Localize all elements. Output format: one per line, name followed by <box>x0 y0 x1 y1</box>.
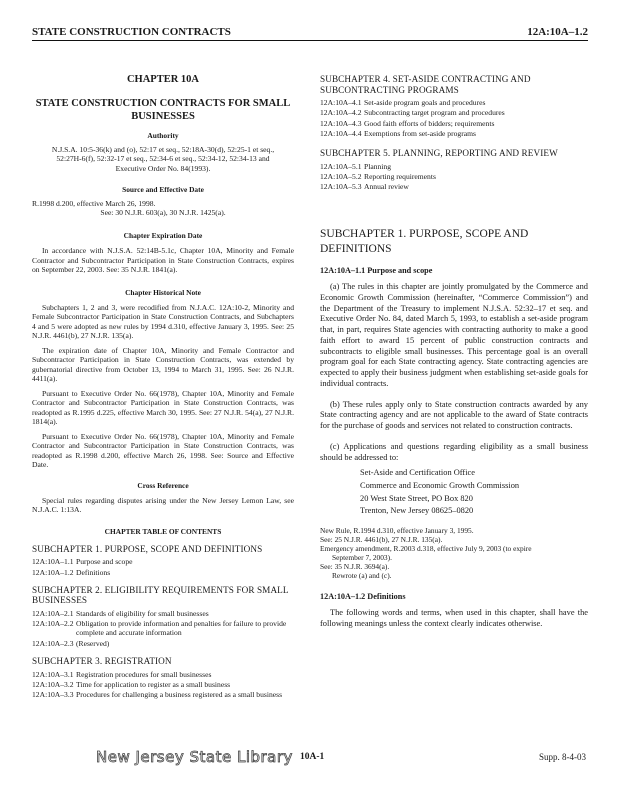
toc-entry: 12A:10A–2.1 Standards of eligibility for small businesses <box>32 608 209 618</box>
toc-subchapter-1: SUBCHAPTER 1. PURPOSE, SCOPE AND DEFINITIONS <box>32 543 263 554</box>
expiration-text: In accordance with N.J.S.A. 52:14B-5.1c, Chapter 10A, Minority and Female Contractor and Subcontractor Participation in State Construction Contracts, expires on September 22, 2003. See: 35 N.J.R. 1841(a). <box>32 246 294 274</box>
toc-entry: 12A:10A–2.2 Obligation to provide information and penalties for failure to provide complete and accurate information <box>32 619 287 638</box>
toc-subchapter-4: SUBCHAPTER 4. SET-ASIDE CONTRACTING AND SUBCONTRACTING PROGRAMS <box>320 74 531 95</box>
authority-heading: Authority <box>147 131 179 141</box>
header-title: STATE CONSTRUCTION CONTRACTS <box>32 26 231 38</box>
toc-entry: 12A:10A–2.3 (Reserved) <box>32 638 110 648</box>
rule-1-1-para-a: (a) The rules in this chapter are jointly promulgated by the Commerce and Economic Growth Commission (hereinafter, “Commerce Commission”) and the Department of the Treasury to implement N.J.S.A. 52:32–17 et seq. and Executive Order No. 84, dated March 5, 1993, to establish a set-aside program that, in part, requires State agencies with contracting authority to make a good faith effort to award 15 percent of public construction contracts and subcontracts to eligible small businesses. This percentage goal is an overall program goal for each State contracting agency. State contracting agencies are expected to apply their business judgment when establishing set-aside goals for individual contracts. <box>320 282 588 388</box>
authority-text: N.J.S.A. 10:5-36(k) and (o), 52:17 et seq., 52:18A-30(d), 52:25-1 et seq., 52:27H-6(f), 52:32-17 et seq., 52:34-6 et seq., 52:34-12, 52:34-13 and Executive Order No. 84(1993). <box>51 145 275 173</box>
toc-entry: 12A:10A–5.3 Annual review <box>320 182 409 192</box>
toc-entry: 12A:10A–5.2 Reporting requirements <box>320 171 436 181</box>
toc-entry: 12A:10A–3.3 Procedures for challenging a business registered as a small business <box>32 690 283 700</box>
history-paragraph: Pursuant to Executive Order No. 66(1978), Chapter 10A, Minority and Female Contractor and Subcontractor Participation in State Construction Contracts, was readopted as R.1998 d.200, effective March 26, 1998. See: Source and Effective Date. <box>32 432 294 469</box>
toc-entry: 12A:10A–1.1 Purpose and scope <box>32 557 133 567</box>
history-paragraph: Pursuant to Executive Order No. 66(1978), Chapter 10A, Minority and Female Contractor and Subcontractor Participation in State Construction Contracts, was readopted as R.1995 d.225, effective March 30, 1995. See: 27 N.J.R. 54(a), 27 N.J.R. 1814(a). <box>32 389 294 426</box>
right-column <box>320 70 588 630</box>
address-line: Commerce and Economic Growth Commission <box>360 481 520 491</box>
header-rule <box>32 40 588 41</box>
supplement-date: Supp. 8-4-03 <box>539 752 586 762</box>
rule-1-1-heading: 12A:10A–1.1 Purpose and scope <box>320 266 433 276</box>
history-heading: Chapter Historical Note <box>125 288 201 298</box>
toc-entry: 12A:10A–3.2 Time for application to register as a small business <box>32 679 231 689</box>
address-line: Trenton, New Jersey 08625–0820 <box>360 506 474 516</box>
header-section-number: 12A:10A–1.2 <box>527 26 588 38</box>
toc-entry: 12A:10A–4.1 Set-aside program goals and procedures <box>320 98 486 108</box>
address-line: Set-Aside and Certification Office <box>360 468 475 478</box>
toc-entry: 12A:10A–4.4 Exemptions from set-aside programs <box>320 128 476 138</box>
page-number: 10A-1 <box>300 752 325 762</box>
history-paragraph: The expiration date of Chapter 10A, Minority and Female Contractor and Subcontractor Participation in State Construction Contracts, was extended by gubernatorial directive from October 13, 1994 to March 31, 1995. See: 26 N.J.R. 4411(a). <box>32 346 294 383</box>
chapter-number: CHAPTER 10A <box>126 74 200 85</box>
expiration-heading: Chapter Expiration Date <box>123 231 203 241</box>
rule-1-1-para-c: (c) Applications and questions regarding eligibility as a small business should be addressed to: <box>320 441 588 462</box>
crossref-heading: Cross Reference <box>137 481 189 491</box>
toc-subchapter-3: SUBCHAPTER 3. REGISTRATION <box>32 655 172 666</box>
toc-heading: CHAPTER TABLE OF CONTENTS <box>104 526 222 536</box>
subchapter-1-heading: SUBCHAPTER 1. PURPOSE, SCOPE AND DEFINITIONS <box>320 228 529 255</box>
address-block <box>360 467 588 517</box>
chapter-title: STATE CONSTRUCTION CONTRACTS FOR SMALL BUSINESSES <box>35 97 291 122</box>
crossref-text: Special rules regarding disputes arising under the New Jersey Lemon Law, see N.J.A.C. 1:13A. <box>32 496 294 515</box>
rule-1-2-heading: 12A:10A–1.2 Definitions <box>320 592 406 602</box>
toc-entry: 12A:10A–4.2 Subcontracting target program and procedures <box>320 108 505 118</box>
toc-subchapter-2: SUBCHAPTER 2. ELIGIBILITY REQUIREMENTS FOR SMALL BUSINESSES <box>32 584 289 606</box>
rule-1-2-text: The following words and terms, when used in this chapter, shall have the following meanings unless the context clearly indicates otherwise. <box>320 608 588 628</box>
toc-entry: 12A:10A–1.2 Definitions <box>32 567 111 577</box>
toc-subchapter-5: SUBCHAPTER 5. PLANNING, REPORTING AND REVIEW <box>320 148 558 159</box>
running-header <box>32 20 588 38</box>
toc-entry: 12A:10A–3.1 Registration procedures for small businesses <box>32 669 212 679</box>
source-heading: Source and Effective Date <box>122 184 204 194</box>
source-line-1: R.1998 d.200, effective March 26, 1998. <box>32 198 156 208</box>
toc-entry: 12A:10A–5.1 Planning <box>320 161 392 171</box>
toc-entry: 12A:10A–4.3 Good faith efforts of bidders; requirements <box>320 118 495 128</box>
source-line-2: See: 30 N.J.R. 603(a), 30 N.J.R. 1425(a). <box>100 208 226 218</box>
rule-history-note: New Rule, R.1994 d.310, effective January 3, 1995. See: 25 N.J.R. 4461(b), 27 N.J.R. 135(a). Emergency amendment, R.2003 d.318, effective July 9, 2003 (to expire September 7, 2003). See: 35 N.J.R. 3694(a). Rewrote (a) and (c). <box>320 525 532 581</box>
left-column <box>32 70 294 699</box>
rule-1-1-para-b: (b) These rules apply only to State construction contracts awarded by any State contracting agency and are not applicable to the award of State contracts for the purchase of goods and services not related to construction contracts. <box>320 399 588 431</box>
address-line: 20 West State Street, PO Box 820 <box>360 493 473 503</box>
history-paragraph: Subchapters 1, 2 and 3, were recodified from N.J.A.C. 12A:10-2, Minority and Female Subcontractor Participation in State Construction Contracts, and Subchapters 4 and 5 were adopted as new rules by 1994 d.310, effective January 3, 1995. See: 25 N.J.R. 4461(b), 27 N.J.R. 135(a). <box>32 303 294 340</box>
library-watermark: New Jersey State Library <box>96 748 293 766</box>
